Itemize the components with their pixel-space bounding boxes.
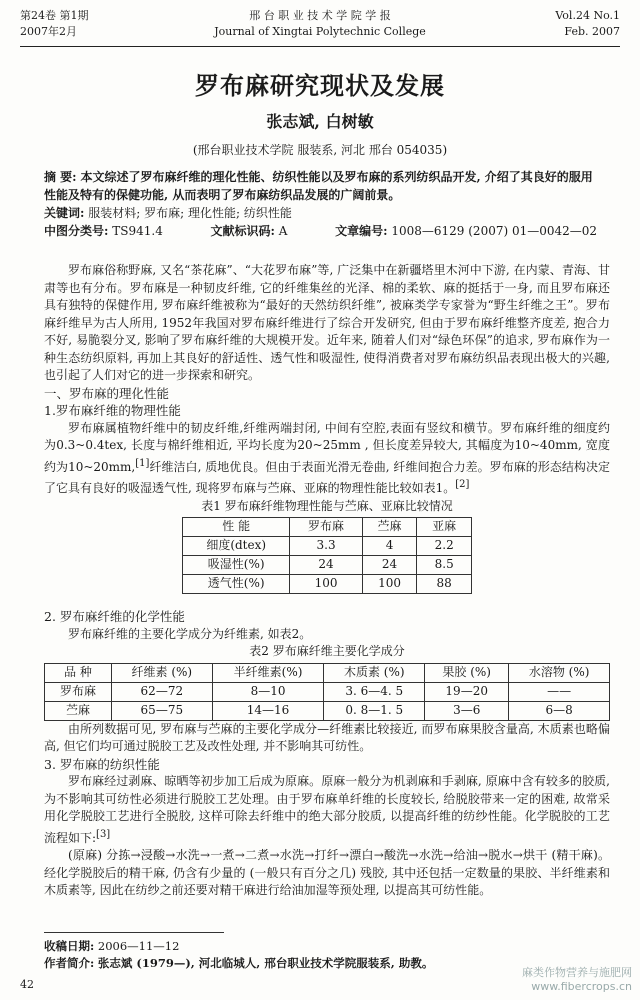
footnote-rule xyxy=(44,932,224,933)
header-volume-issue: 第24卷 第1期 xyxy=(20,9,89,22)
cls-value: TS941.4 xyxy=(112,224,163,238)
subsection-heading-1-1: 1.罗布麻纤维的物理性能 xyxy=(44,403,181,418)
table-header-cell: 纤维素 (%) xyxy=(112,663,213,682)
table-header-row xyxy=(183,518,472,537)
art-value: 1008—6129 (2007) 01—0042—02 xyxy=(391,224,598,238)
table-header-row xyxy=(45,663,610,682)
table-cell: —— xyxy=(509,682,610,701)
watermark-cn: 麻类作物营养与施肥网 xyxy=(522,966,632,979)
classification-line xyxy=(44,222,604,240)
section-heading-1: 一、罗布麻的理化性能 xyxy=(44,385,170,401)
header-date-cn: 2007年2月 xyxy=(20,25,77,38)
table-header-cell: 品 种 xyxy=(45,663,112,682)
received-value: 2006—11—12 xyxy=(97,939,180,953)
abstract-block xyxy=(44,168,604,240)
table-cell: 3.3 xyxy=(290,537,362,556)
table1-caption: 表1 罗布麻纤维物理性能与苎麻、亚麻比较情况 xyxy=(201,498,453,513)
subsection-heading-1-2: 2. 罗布麻纤维的化学性能 xyxy=(44,609,185,624)
watermark xyxy=(522,966,632,994)
paragraph-chem-summary: 由所列数据可见, 罗布麻与苎麻的主要化学成分—纤维素比较接近, 而罗布麻果胶含量高, 木质素也略偏高, 但它们均可通过脱胶工艺及改性处理, 并不影响其可纺性。 xyxy=(44,721,610,753)
article-title: 罗布麻研究现状及发展 xyxy=(195,71,445,100)
table-cell: 24 xyxy=(362,556,417,575)
table-cell: 吸湿性(%) xyxy=(183,556,290,575)
page-number: 42 xyxy=(20,978,34,991)
running-header xyxy=(20,8,620,47)
abstract xyxy=(44,168,604,204)
header-journal-cn: 邢 台 职 业 技 术 学 院 学 报 xyxy=(249,9,391,22)
paragraph-spinning-text: 罗布麻经过剥麻、晾晒等初步加工后成为原麻。原麻一般分为机剥麻和手剥麻, 原麻中含有较多的胶质, 为不影响其可纺性必须进行脱胶工艺处理。由于罗布麻单纤维的长度较长, 给脱胶带来一定的困难, 故常采用化学脱胶工艺进行全脱胶, 这样可除去纤维中的绝大部分胶质, 以提高纤维的纺纱性能。化学脱胶的工艺流程如下: xyxy=(44,774,610,845)
table-header-cell: 罗布麻 xyxy=(290,518,362,537)
table-cell: 3. 6—4. 5 xyxy=(324,682,425,701)
table-cell: 4 xyxy=(362,537,417,556)
citation-2: [2] xyxy=(455,479,470,490)
article-body xyxy=(44,262,610,900)
table-cell: 6—8 xyxy=(509,701,610,720)
abstract-label: 摘 要: xyxy=(44,170,77,184)
table-cell: 罗布麻 xyxy=(45,682,112,701)
header-date-en: Feb. 2007 xyxy=(564,25,620,38)
table2 xyxy=(44,663,610,721)
table-cell: 100 xyxy=(362,575,417,594)
paragraph-physical xyxy=(44,420,610,498)
subsection-heading-1-3: 3. 罗布麻的纺织性能 xyxy=(44,756,160,772)
table-cell: 3—6 xyxy=(425,701,509,720)
paragraph-physical-a: 罗布麻属植物纤维中的韧皮纤维,纤维两端封闭, 中间有空腔,表面有竖纹和横节。罗布麻纤维的细度约为0.3~0.4tex, 长度与棉纤维相近, 平均长度为20~25mm , 但长度差异较大, 其幅度为10~40mm, 宽度约为10~20mm, xyxy=(44,420,610,474)
table-header-cell: 性 能 xyxy=(183,518,290,537)
doc-label: 文献标识码: xyxy=(210,224,275,238)
table-cell: 8.5 xyxy=(417,556,472,575)
table2-caption: 表2 罗布麻纤维主要化学成分 xyxy=(249,644,405,658)
table-cell: 62—72 xyxy=(112,682,213,701)
table-cell: 2.2 xyxy=(417,537,472,556)
table-header-cell: 亚麻 xyxy=(417,518,472,537)
paragraph-intro: 罗布麻俗称野麻, 又名“茶花麻”、“大花罗布麻”等, 广泛集中在新疆塔里木河中下游, 在内蒙、青海、甘肃等也有分布。罗布麻是一种韧皮纤维, 它的纤维集丝的光泽、棉的柔软、麻的挺括于一身, 而且罗布麻还具有独特的保健作用, 罗布麻纤维被称为“最好的天然纺织纤维”, 被麻类学专家誉为“野生纤维之王”。罗布麻纤维早为古人所用, 1952年我国对罗布麻纤维进行了综合开发研究, 但由于罗布麻纤维整齐度差, 抱合力不好, 易脆裂分叉, 影响了罗布麻纤维的大规模开发。近年来, 随着人们对“绿色环保”的追求, 罗布麻作为一种生态纺织原料, 再加上其良好的舒适性、透气性和吸湿性, 使得消费者对罗布麻纺织品表现出极大的兴趣, 也引起了人们对它的进一步探索和研究。 xyxy=(44,263,610,382)
citation-1: [1] xyxy=(135,457,150,469)
keywords-label: 关键词: xyxy=(44,206,85,220)
table-header-cell: 水溶物 (%) xyxy=(509,663,610,682)
table-row xyxy=(45,701,610,720)
table-cell: 苎麻 xyxy=(45,701,112,720)
footnote-block xyxy=(44,938,604,972)
received-date xyxy=(44,938,604,955)
doc-value: A xyxy=(278,224,288,238)
header-vol-no: Vol.24 No.1 xyxy=(555,9,620,22)
table-cell: 100 xyxy=(290,575,362,594)
header-journal-en: Journal of Xingtai Polytechnic College xyxy=(214,25,426,38)
table-header-cell: 果胶 (%) xyxy=(425,663,509,682)
table-cell: 透气性(%) xyxy=(183,575,290,594)
table-header-cell: 半纤维素(%) xyxy=(212,663,324,682)
author-bio-label: 作者简介: xyxy=(44,956,95,970)
table-cell: 19—20 xyxy=(425,682,509,701)
abstract-text: 本文综述了罗布麻纤维的理化性能、纺织性能以及罗布麻的系列纺织品开发, 介绍了其良好的服用性能及特有的保健功能, 从而表明了罗布麻纺织品发展的广阔前景。 xyxy=(44,170,593,202)
cls-label: 中图分类号: xyxy=(44,224,109,238)
article-affiliation: (邢台职业技术学院 服装系, 河北 邢台 054035) xyxy=(192,143,448,157)
table-cell: 8—10 xyxy=(212,682,324,701)
paragraph-physical-b: 纤维洁白, 质地优良。但由于表面光滑无卷曲, 纤维间抱合力差。罗布麻的形态结构决定了它具有良好的吸湿透气性, 现将罗布麻与苎麻、亚麻的物理性能比较如表1。 xyxy=(44,459,610,495)
paragraph-spinning xyxy=(44,773,610,847)
header-vol-en xyxy=(555,8,620,40)
table-header-cell: 苎麻 xyxy=(362,518,417,537)
art-label: 文章编号: xyxy=(335,224,388,238)
table-row xyxy=(183,556,472,575)
received-label: 收稿日期: xyxy=(44,939,95,953)
table-row xyxy=(183,575,472,594)
citation-3: [3] xyxy=(96,828,111,840)
keywords xyxy=(44,204,604,222)
table-cell: 0. 8—1. 5 xyxy=(324,701,425,720)
keywords-text: 服装材料; 罗布麻; 理化性能; 纺织性能 xyxy=(88,206,292,220)
table-cell: 细度(dtex) xyxy=(183,537,290,556)
table-cell: 88 xyxy=(417,575,472,594)
table-cell: 65—75 xyxy=(112,701,213,720)
paragraph-process: (原麻) 分拣→浸酸→水洗→一煮→二煮→水洗→打纤→漂白→酸洗→水洗→给油→脱水→烘干 (精干麻)。经化学脱胶后的精干麻, 仍含有少量的 (一般只有百分之几) 残胶, 其中还包括一定数量的果胶、半纤维素和木质素等, 因此在纺纱之前还要对精干麻进行给油加湿等预处理, 以提高其可纺性能。 xyxy=(44,848,610,897)
author-bio-text: 张志斌 (1979—), 河北临城人, 邢台职业技术学院服装系, 助教。 xyxy=(97,956,434,970)
table-row xyxy=(183,537,472,556)
table-header-cell: 木质素 (%) xyxy=(324,663,425,682)
paragraph-chemical: 罗布麻纤维的主要化学成分为纤维素, 如表2。 xyxy=(68,626,312,641)
table-row xyxy=(45,682,610,701)
table-cell: 14—16 xyxy=(212,701,324,720)
table1 xyxy=(182,517,472,594)
table-cell: 24 xyxy=(290,556,362,575)
article-authors: 张志斌, 白树敏 xyxy=(266,112,374,131)
header-journal xyxy=(20,8,620,40)
author-bio xyxy=(44,955,604,972)
watermark-url: www.fibercrops.cn xyxy=(531,980,632,993)
